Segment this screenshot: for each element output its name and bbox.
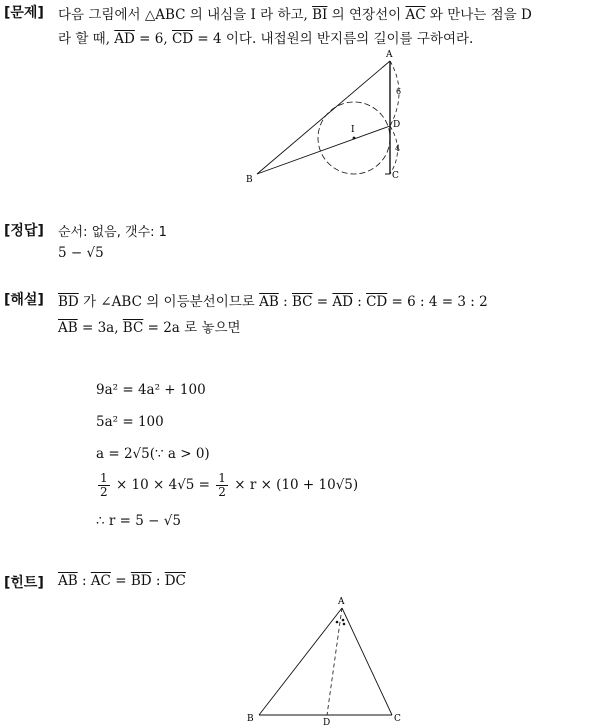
fig2-label-d: D [323, 718, 331, 727]
solution-line-1: $\overline{BD}$ 가 ∠ABC 의 이등분선이므로 $\overline{AB}$ : $\overline{BC} = \overline{AD}$ : $\overline{CD} = 6$ : 4 = 3 : 2 [58, 294, 488, 310]
problem-figure [240, 50, 420, 190]
solution-line-2: $\overline{AB} = 3a$, $\overline{BC} = 2a$ 로 놓으면 [58, 320, 241, 336]
answer-value: 5 − √5 [58, 245, 104, 261]
equation-4: $\frac{1}{2}$ × 10 × 4√5 = $\frac{1}{2}$ × r × (10 + 10√5) [100, 471, 359, 499]
equation-3: a = 2√5(∵ a > 0) [96, 446, 210, 462]
fig2-label-a: A [338, 597, 345, 607]
answer-tag: [정답] [4, 223, 44, 239]
fig1-label-d: D [393, 120, 401, 130]
fig1-label-4: 4 [395, 144, 401, 153]
problem-tag: [문제] [4, 5, 44, 21]
hint-line: $\overline{AB}$ : $\overline{AC} = \overline{BD}$ : $\overline{DC}$ [58, 573, 186, 589]
problem-line-2: 라 할 때, $\overline{AD} = 6$, $\overline{CD} = 4$ 이다. 내접원의 반지름의 길이를 구하여라. [58, 31, 474, 47]
answer-line-1: 순서: 없음, 갯수: 1 [58, 225, 167, 240]
hint-figure [244, 594, 414, 727]
fig1-label-b: B [246, 175, 253, 185]
fig1-label-i: I [351, 125, 355, 135]
equation-5: ∴ r = 5 − √5 [96, 513, 181, 529]
fig1-label-c: C [392, 171, 399, 181]
fig1-label-6: 6 [396, 87, 402, 96]
problem-line-1: 다음 그림에서 △ABC 의 내심을 I 라 하고, $\overline{BI}$ 의 연장선이 $\overline{AC}$ 와 만나는 점을 D [58, 7, 532, 23]
fig2-label-c: C [394, 714, 401, 724]
fig1-label-a: A [386, 50, 393, 60]
solution-tag: [해설] [4, 292, 44, 308]
fig2-label-b: B [247, 714, 254, 724]
equation-2: 5a² = 100 [96, 414, 164, 430]
hint-tag: [힌트] [4, 575, 44, 591]
equation-1: 9a² = 4a² + 100 [96, 382, 206, 398]
